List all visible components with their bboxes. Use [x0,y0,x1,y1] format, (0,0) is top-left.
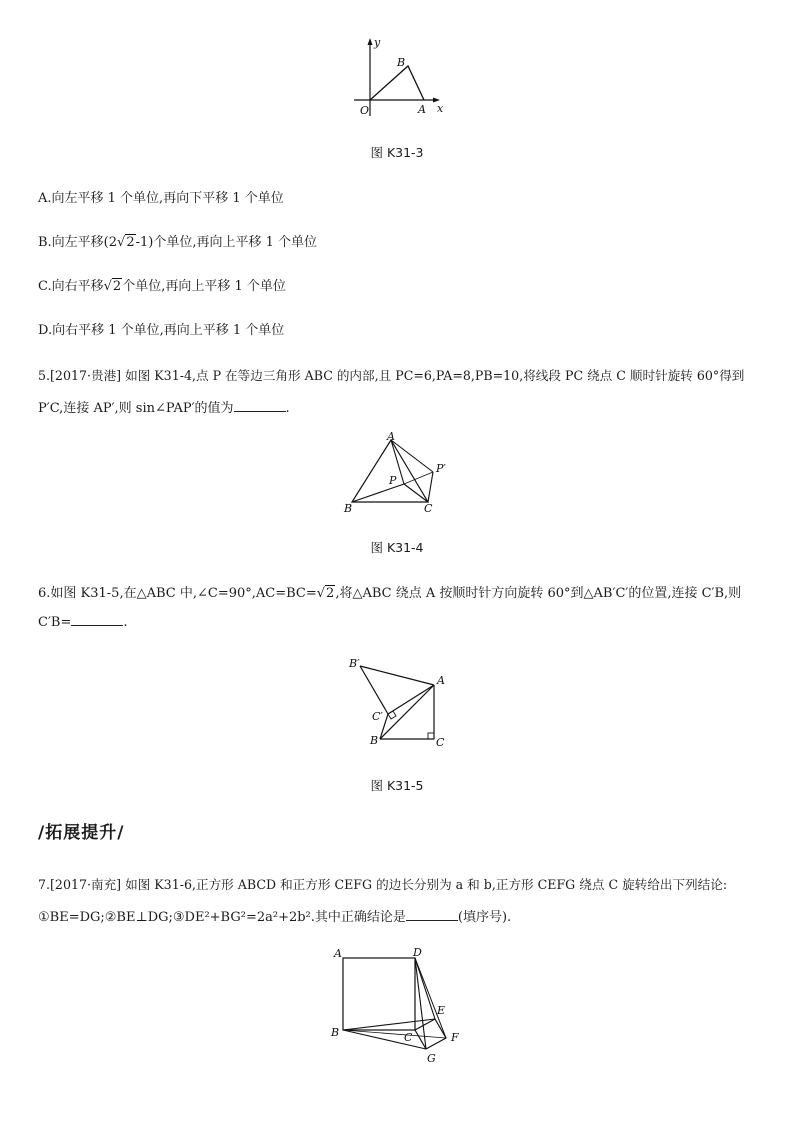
q6-line1-pre: 6.如图 K31-5,在△ABC 中,∠C=90°,AC=BC= [38,586,317,601]
option-d: D.向右平移 1 个单位,再向上平移 1 个单位 [38,323,285,338]
triangle-oab [370,66,424,100]
segment-b-prime-c-prime [360,666,388,714]
label-a: A [387,432,395,443]
q7-line2 [38,906,511,925]
sqrt-sign: √ [316,586,326,601]
label-d: D [413,946,422,959]
label-b-prime: B′ [349,657,360,670]
triangle-abc [352,440,428,502]
option-a: A.向左平移 1 个单位,再向下平移 1 个单位 [38,191,284,206]
q5-line2-text: P′C,连接 AP′,则 sin∠PAP′的值为 [38,401,234,416]
caption-k31-3: 图 K31-3 [370,145,424,160]
q7-line1: 7.[2017·南充] 如图 K31-6,正方形 ABCD 和正方形 CEFG 的边长分别为 a 和 b,正方形 CEFG 绕点 C 旋转给出下列结论: [38,877,728,892]
label-b: B [344,502,353,515]
square-cefg [415,1019,446,1049]
right-angle-c-prime [388,711,396,719]
q5-line1: 5.[2017·贵港] 如图 K31-4,点 P 在等边三角形 ABC 的内部,且 PC=6,PA=8,PB=10,将线段 PC 绕点 C 顺时针旋转 60°得到 [38,368,745,383]
label-o: O [360,104,370,117]
label-p-prime: P′ [436,462,446,475]
label-x: x [437,102,444,115]
option-c-radicand: 2 [112,279,122,294]
option-c-pre: C.向右平移 [38,279,104,294]
option-b-pre: B.向左平移(2 [38,235,118,250]
label-a: A [334,947,342,960]
q6-radicand: 2 [326,586,335,601]
section-title: /拓展提升/ [38,823,125,843]
label-e: E [437,1004,446,1017]
square-abcd [343,958,415,1030]
label-c: C [436,736,445,749]
segment-cp2 [428,472,433,502]
option-b-radicand: 2 [126,235,135,250]
right-angle-c [428,733,434,739]
label-y: y [374,36,381,49]
sqrt-sign: √ [103,279,112,294]
segment-de [415,958,435,1019]
segment-pp2 [404,472,433,484]
segment-ac-prime [388,685,434,714]
segment-cp [404,484,428,502]
option-c [38,275,286,294]
option-b [38,231,317,250]
figure-k31-5 [340,654,460,750]
q7-line2-end: (填序号). [457,910,512,925]
q6-line2 [38,614,128,630]
figure-k31-3 [340,36,460,120]
segment-ab-prime [360,666,434,685]
label-b: B [331,1026,340,1039]
answer-blank[interactable] [406,909,458,921]
label-c: C [404,1031,413,1044]
label-g: G [427,1052,436,1065]
figure-k31-4 [340,432,460,518]
label-f: F [451,1031,459,1044]
caption-k31-4: 图 K31-4 [370,540,424,555]
segment-be [343,1019,435,1030]
label-c: C [424,502,433,515]
sqrt-sign: √ [117,235,126,250]
y-arrow [368,38,373,45]
caption-k31-5: 图 K31-5 [370,778,424,793]
q7-line2-text: ①BE=DG;②BE⊥DG;③DE²+BG²=2a²+2b².其中正确结论是 [38,910,406,925]
label-b: B [397,56,406,69]
q6-line2-text: C′B= [38,615,72,630]
figure-k31-6 [325,944,475,1068]
segment-ab [380,685,434,739]
label-c-prime: C′ [372,710,383,723]
label-a: A [437,674,445,687]
label-a: A [418,103,426,116]
answer-blank[interactable] [71,614,123,626]
q5-line2 [38,397,290,416]
label-b: B [370,734,379,747]
q6-line2-end: . [123,615,128,630]
option-c-post: 个单位,再向上平移 1 个单位 [122,279,286,294]
q5-line2-end: . [285,401,290,416]
q6-line1 [38,582,741,601]
label-p: P [389,474,397,487]
answer-blank[interactable] [234,400,286,412]
q6-line1-post: ,将△ABC 绕点 A 按顺时针方向旋转 60°到△AB′C′的位置,连接 C′B,则 [335,586,742,601]
option-b-post: -1)个单位,再向上平移 1 个单位 [135,235,318,250]
segment-ap2 [391,440,433,472]
